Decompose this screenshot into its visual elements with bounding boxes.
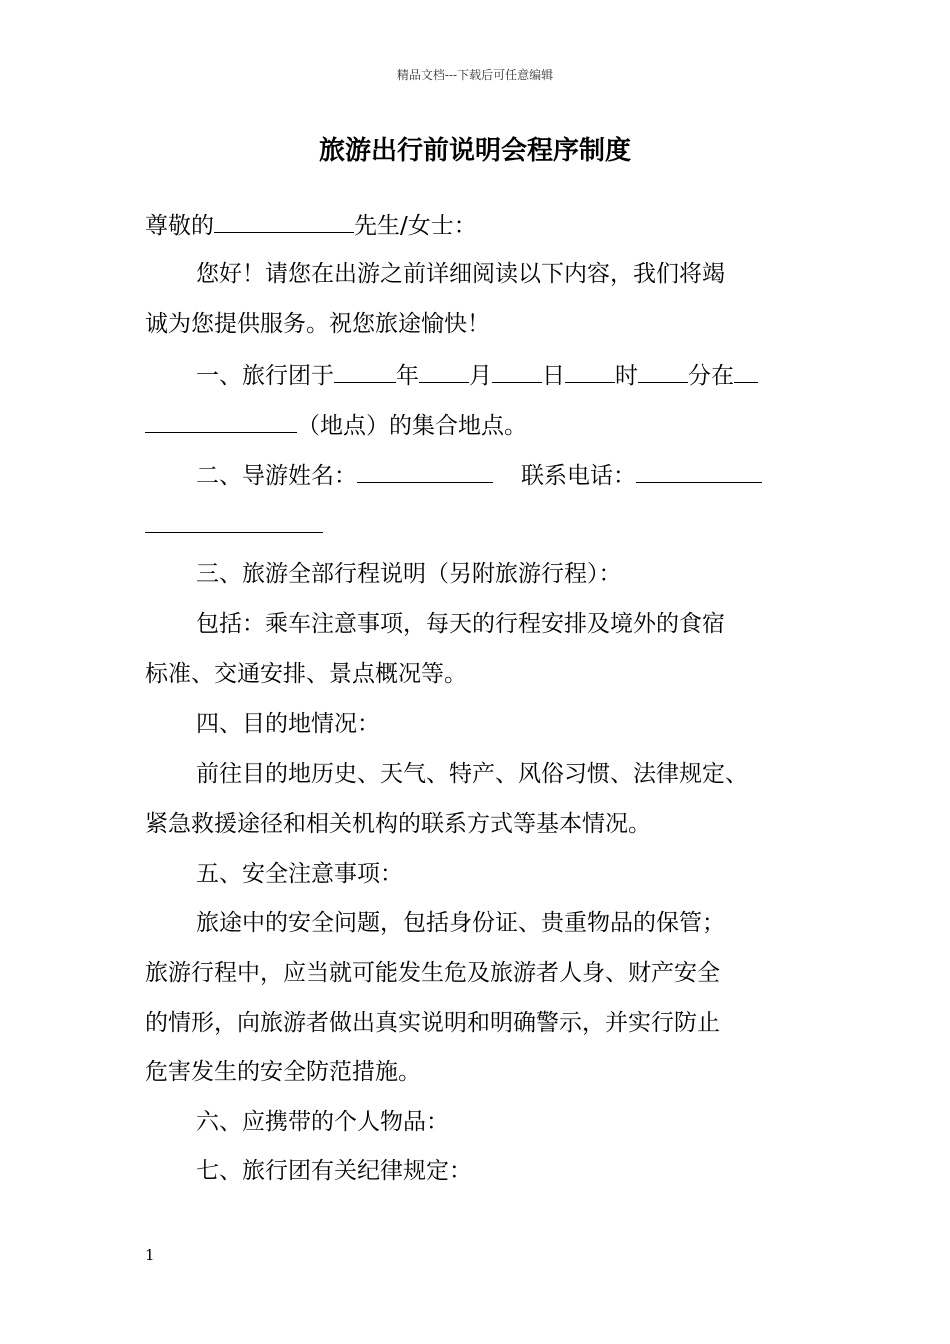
phone-blank [636,458,762,483]
greeting-suffix: 先生/女士： [354,213,477,239]
year-label: 年 [396,363,419,389]
item5-body-4: 危害发生的安全防范措施。 [145,1059,421,1085]
guide-label: 二、导游姓名： [196,463,357,489]
page-number: 1 [145,1246,155,1264]
day-blank [492,358,542,383]
place-blank-start [734,358,758,383]
item3-heading: 三、旅游全部行程说明（另附旅游行程）： [196,561,622,587]
item7-heading: 七、旅行团有关纪律规定： [196,1158,472,1184]
day-label: 日 [542,363,565,389]
item5-body-3: 的情形，向旅游者做出真实说明和明确警示，并实行防止 [145,1010,720,1036]
guide-name-blank [357,458,493,483]
item1-line-2 [145,408,835,442]
phone-blank-continued [145,508,323,533]
item2-line-2 [145,508,835,542]
item3-body-2: 标准、交通安排、景点概况等。 [145,661,467,687]
hour-label: 时 [615,363,638,389]
item1-place-suffix: （地点）的集合地点。 [297,413,527,439]
item3-body-1: 包括：乘车注意事项，每天的行程安排及境外的食宿 [196,611,725,637]
name-blank [214,208,354,233]
greeting-line [145,208,835,242]
item4-body-2: 紧急救援途径和相关机构的联系方式等基本情况。 [145,811,651,837]
item5-body-1: 旅途中的安全问题，包括身份证、贵重物品的保管； [196,910,725,936]
place-blank [145,408,297,433]
intro-line-1: 您好！请您在出游之前详细阅读以下内容，我们将竭 [196,261,725,287]
item5-body-2: 旅游行程中，应当就可能发生危及旅游者人身、财产安全 [145,960,720,986]
minute-label: 分在 [688,363,734,389]
item1-prefix: 一、旅行团于 [196,363,334,389]
month-label: 月 [469,363,492,389]
minute-blank [638,358,688,383]
document-title: 旅游出行前说明会程序制度 [318,136,631,166]
hour-blank [565,358,615,383]
greeting-prefix: 尊敬的 [145,213,214,239]
item2-line [196,458,886,492]
page-header: 精品文档---下载后可任意编辑 [396,68,554,82]
intro-line-2: 诚为您提供服务。祝您旅途愉快！ [145,311,490,337]
month-blank [419,358,469,383]
year-blank [334,358,396,383]
item1-line [196,358,886,392]
item4-heading: 四、目的地情况： [196,711,380,737]
item4-body-1: 前往目的地历史、天气、特产、风俗习惯、法律规定、 [196,761,748,787]
phone-label: 联系电话： [521,463,636,489]
item6-heading: 六、应携带的个人物品： [196,1109,449,1135]
item5-heading: 五、安全注意事项： [196,861,403,887]
